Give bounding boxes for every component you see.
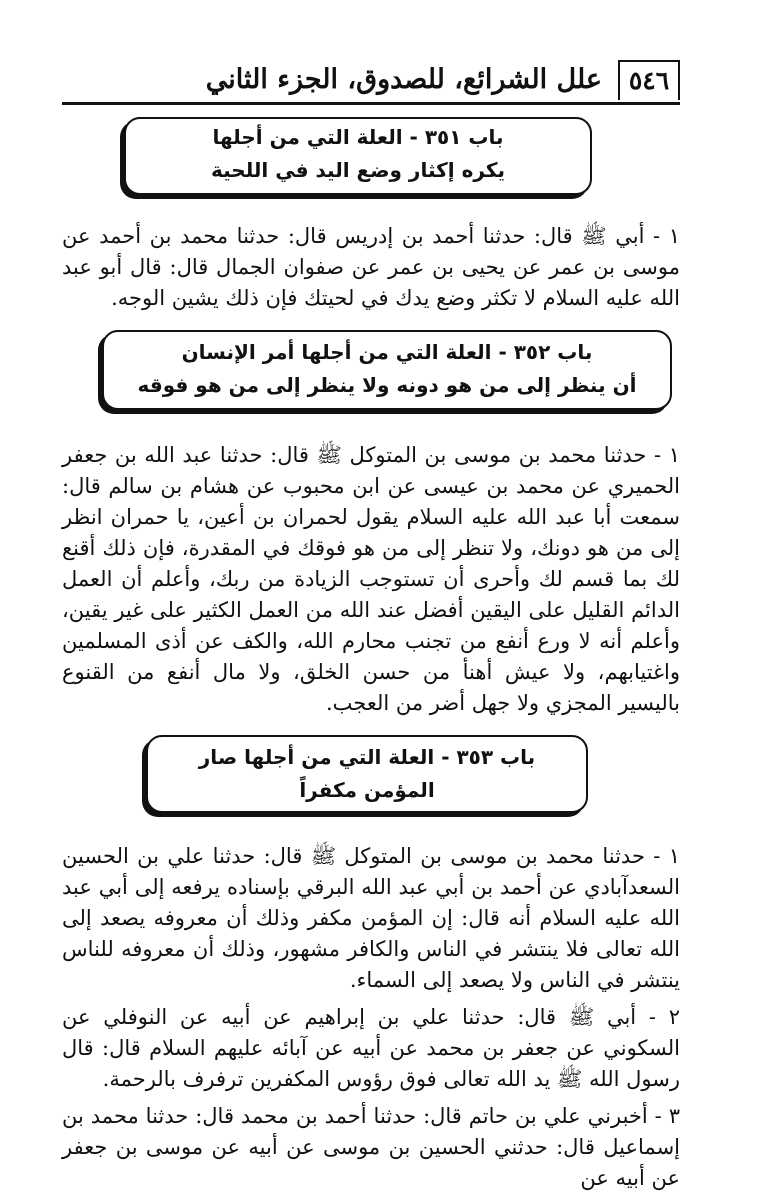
chapter-heading-line: باب ٣٥٣ - العلة التي من أجلها صار المؤمن مكفراً bbox=[198, 745, 536, 802]
chapter-heading-line: يكره إكثار وضع اليد في اللحية bbox=[211, 158, 505, 182]
hadith-paragraph: ١ - حدثنا محمد بن موسى بن المتوكل ﷺ قال: حدثنا عبد الله بن جعفر الحميري عن محمد بن عيسى عن ابن محبوب عن هشام بن سالم قال: سمعت أبا عبد الله عليه السلام يقول لحمران بن أعين، يا حمران انظر إلى من هو دونك، ولا تنظر إلى من هو فوقك في المقدرة، فإن ذلك أقنع لك بما قسم لك وأحرى أن تستوجب الزيادة من ربك، وأعلم أن العمل الدائم القليل على اليقين أفضل عند الله من العمل الكثير على غير يقين، وأعلم أنه لا ورع أنفع من تجنب محارم الله، والكف عن أذى المسلمين واغتيابهم، ولا عيش أهنأ من حسن الخلق، ولا مال أنفع من القنوع باليسير المجزي ولا جهل أضر من العجب. bbox=[62, 443, 680, 715]
chapter-heading-353 bbox=[146, 735, 588, 813]
chapter-heading-line: باب ٣٥١ - العلة التي من أجلها bbox=[212, 125, 504, 149]
chapter-heading-351 bbox=[124, 117, 592, 195]
hadith-paragraph: ١ - حدثنا محمد بن موسى بن المتوكل ﷺ قال: حدثنا علي بن الحسين السعدآبادي عن أحمد بن أبي عبد الله البرقي بإسناده يرفعه إلى أبي عبد الله عليه السلام أنه قال: إن المؤمن مكفر وذلك أن معروفه يصعد إلى الله تعالى فلا ينتشر في الناس والكافر مشهور، وذلك أن معروفه للناس ينتشر في الناس ولا يصعد إلى السماء. bbox=[62, 844, 680, 992]
hadith-paragraph: ٢ - أبي ﷺ قال: حدثنا علي بن إبراهيم عن أبيه عن النوفلي عن السكوني عن جعفر بن محمد عن أبيه عن آبائه عليهم السلام قال: قال رسول الله ﷺ يد الله تعالى فوق رؤوس المكفرين ترفرف بالرحمة. bbox=[62, 1005, 680, 1091]
running-title: علل الشرائع، للصدوق، الجزء الثاني bbox=[205, 64, 602, 95]
chapter-heading-line: باب ٣٥٢ - العلة التي من أجلها أمر الإنسان bbox=[181, 340, 593, 364]
hadith-paragraph: ١ - أبي ﷺ قال: حدثنا أحمد بن إدريس قال: حدثنا محمد بن أحمد عن موسى بن عمر عن يحيى بن عمر عن صفوان الجمال قال: قال أبو عبد الله عليه السلام لا تكثر وضع يدك في لحيتك فإن ذلك يشين الوجه. bbox=[62, 224, 680, 310]
chapter-heading-line: أن ينظر إلى من هو دونه ولا ينظر إلى من هو فوقه bbox=[137, 373, 637, 397]
page-number: ٥٤٦ bbox=[618, 60, 680, 100]
book-page bbox=[62, 58, 680, 1194]
page-header bbox=[62, 58, 680, 105]
hadith-paragraph: ٣ - أخبرني علي بن حاتم قال: حدثنا أحمد بن محمد قال: حدثنا محمد بن إسماعيل قال: حدثني الحسين بن موسى عن أبيه عن موسى بن جعفر عن أبيه عن bbox=[62, 1104, 680, 1190]
chapter-heading-352 bbox=[102, 330, 672, 410]
